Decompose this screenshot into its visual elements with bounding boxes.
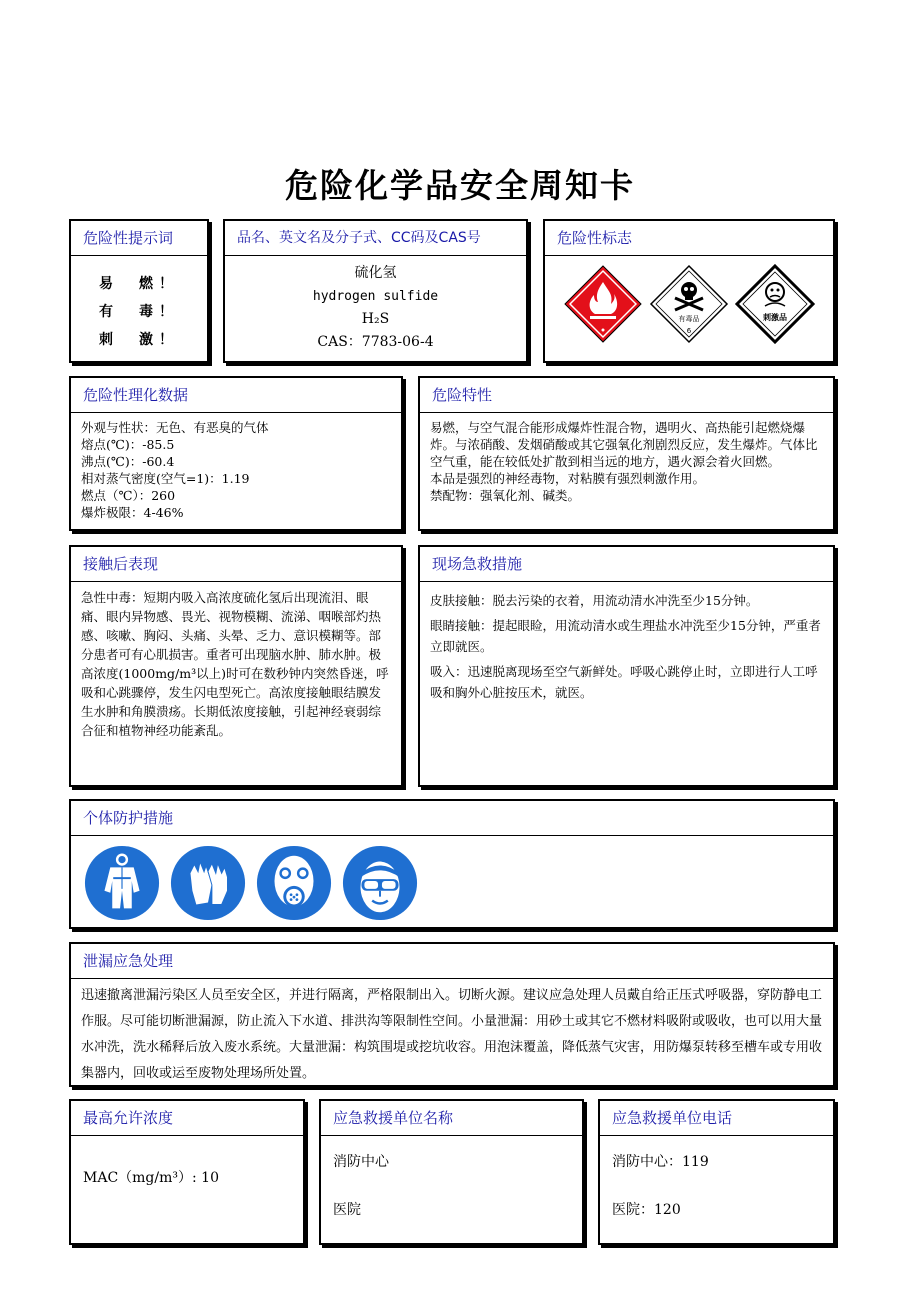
hazard-words-panel bbox=[69, 219, 209, 363]
exposure-text: 急性中毒：短期内吸入高浓度硫化氢后出现流泪、眼痛、眼内异物感、畏光、视物模糊、流涕、咽喉部灼热感、咳嗽、胸闷、头痛、头晕、乏力、意识模糊等。部分患者可有心肌损害。重者可出现脑水肿、肺水肿。极高浓度(1000mg/m³以上)时可在数秒钟内突然昏迷，呼吸和心跳骤停，发生闪电型死亡。高浓度接触眼结膜发生水肿和角膜溃疡。长期低浓度接触，引起神经衰弱综合征和植物神经功能紊乱。 bbox=[81, 590, 389, 738]
irritant-icon bbox=[735, 264, 815, 344]
hazard-words-header: 危险性提示词 bbox=[71, 221, 207, 256]
rescue-phones-panel bbox=[598, 1099, 835, 1245]
rescue-phones-header: 应急救援单位电话 bbox=[600, 1101, 833, 1136]
physchem-line: 外观与性状：无色、有恶臭的气体 bbox=[81, 420, 269, 435]
formula: H₂S bbox=[361, 311, 390, 327]
hazard-properties-line: 禁配物：强氧化剂、碱类。 bbox=[430, 488, 581, 503]
hazard-words-list bbox=[71, 256, 207, 354]
rescue-phones-body bbox=[600, 1136, 833, 1236]
mac-value: MAC（mg/m³）: 10 bbox=[83, 1170, 219, 1186]
mac-header: 最高允许浓度 bbox=[71, 1101, 303, 1136]
mac-panel bbox=[69, 1099, 305, 1245]
physchem-body bbox=[71, 413, 401, 527]
rescue-units-body bbox=[321, 1136, 582, 1236]
first-aid-item: 眼睛接触：提起眼睑，用流动清水或生理盐水冲洗至少15分钟，严重者立即就医。 bbox=[430, 618, 821, 654]
hazard-word: 有 毒！ bbox=[99, 304, 179, 320]
first-aid-item: 吸入：迅速脱离现场至空气新鲜处。呼吸心跳停止时，立即进行人工呼吸和胸外心脏按压术，就医。 bbox=[430, 664, 818, 700]
irritant-label: 刺激品 bbox=[763, 313, 787, 322]
physchem-line: 爆炸极限：4-46% bbox=[81, 505, 184, 520]
english-name: hydrogen sulfide bbox=[312, 289, 439, 304]
hazard-properties-panel bbox=[418, 376, 835, 531]
ppe-header: 个体防护措施 bbox=[71, 801, 833, 836]
hazard-signs-header: 危险性标志 bbox=[545, 221, 833, 256]
physchem-header: 危险性理化数据 bbox=[71, 378, 401, 413]
rescue-phone-item: 消防中心：119 bbox=[612, 1154, 709, 1170]
hazard-signs-row bbox=[545, 256, 833, 344]
physchem-line: 相对蒸气密度(空气=1)：1.19 bbox=[81, 471, 250, 486]
identity-header: 品名、英文名及分子式、CC码及CAS号 bbox=[225, 221, 526, 256]
toxic-icon bbox=[649, 264, 729, 344]
first-aid-header: 现场急救措施 bbox=[420, 547, 833, 582]
first-aid-item: 皮肤接触：脱去污染的衣着，用流动清水冲洗至少15分钟。 bbox=[430, 593, 759, 608]
hazard-properties-header: 危险特性 bbox=[420, 378, 833, 413]
protective-suit-icon bbox=[83, 844, 161, 922]
first-aid-panel bbox=[418, 545, 835, 787]
ppe-panel bbox=[69, 799, 835, 929]
first-aid-body bbox=[420, 582, 833, 713]
leak-panel bbox=[69, 942, 835, 1087]
identity-body bbox=[225, 256, 526, 354]
rescue-units-header: 应急救援单位名称 bbox=[321, 1101, 582, 1136]
hazard-properties-body bbox=[420, 413, 833, 510]
hazard-properties-line: 本品是强烈的神经毒物，对粘膜有强烈刺激作用。 bbox=[430, 471, 706, 486]
physchem-line: 燃点（℃）：260 bbox=[81, 488, 176, 503]
rescue-unit-item: 消防中心 bbox=[333, 1154, 389, 1170]
toxic-label: 有毒品 bbox=[678, 315, 700, 323]
exposure-header: 接触后表现 bbox=[71, 547, 401, 582]
hazard-word: 刺 激！ bbox=[99, 332, 179, 348]
chinese-name: 硫化氢 bbox=[354, 265, 397, 281]
rescue-phone-item: 医院：120 bbox=[612, 1202, 681, 1218]
physchem-line: 沸点(℃)：-60.4 bbox=[81, 454, 175, 469]
rescue-unit-item: 医院 bbox=[333, 1202, 361, 1218]
goggles-icon bbox=[341, 844, 419, 922]
cas-number: CAS：7783-06-4 bbox=[317, 334, 434, 350]
physchem-line: 熔点(℃)：-85.5 bbox=[81, 437, 175, 452]
hazard-properties-line: 易燃，与空气混合能形成爆炸性混合物，遇明火、高热能引起燃烧爆炸。与浓硝酸、发烟硝酸或其它强氧化剂剧烈反应，发生爆炸。气体比空气重，能在较低处扩散到相当远的地方，遇火源会着火回燃。 bbox=[430, 420, 818, 469]
page-title: 危险化学品安全周知卡 bbox=[285, 166, 635, 205]
leak-header: 泄漏应急处理 bbox=[71, 944, 833, 979]
hazard-word: 易 燃！ bbox=[99, 276, 179, 292]
ppe-icons-row bbox=[71, 836, 833, 922]
rescue-units-panel bbox=[319, 1099, 584, 1245]
gas-mask-icon bbox=[255, 844, 333, 922]
toxic-class-number: 6 bbox=[686, 327, 692, 335]
exposure-panel bbox=[69, 545, 403, 787]
flammable-icon bbox=[563, 264, 643, 344]
gloves-icon bbox=[169, 844, 247, 922]
identity-panel bbox=[223, 219, 528, 363]
hazard-signs-panel bbox=[543, 219, 835, 363]
physchem-panel bbox=[69, 376, 403, 531]
leak-text: 迅速撤离泄漏污染区人员至安全区，并进行隔离，严格限制出入。切断火源。建议应急处理人员戴自给正压式呼吸器，穿防静电工作服。尽可能切断泄漏源，防止流入下水道、排洪沟等限制性空间。小量泄漏：用砂土或其它不燃材料吸附或吸收，也可以用大量水冲洗，洗水稀释后放入废水系统。大量泄漏：构筑围堤或挖坑收容。用泡沫覆盖，降低蒸气灾害，用防爆泵转移至槽车或专用收集器内，回收或运至废物处理场所处置。 bbox=[81, 988, 823, 1081]
